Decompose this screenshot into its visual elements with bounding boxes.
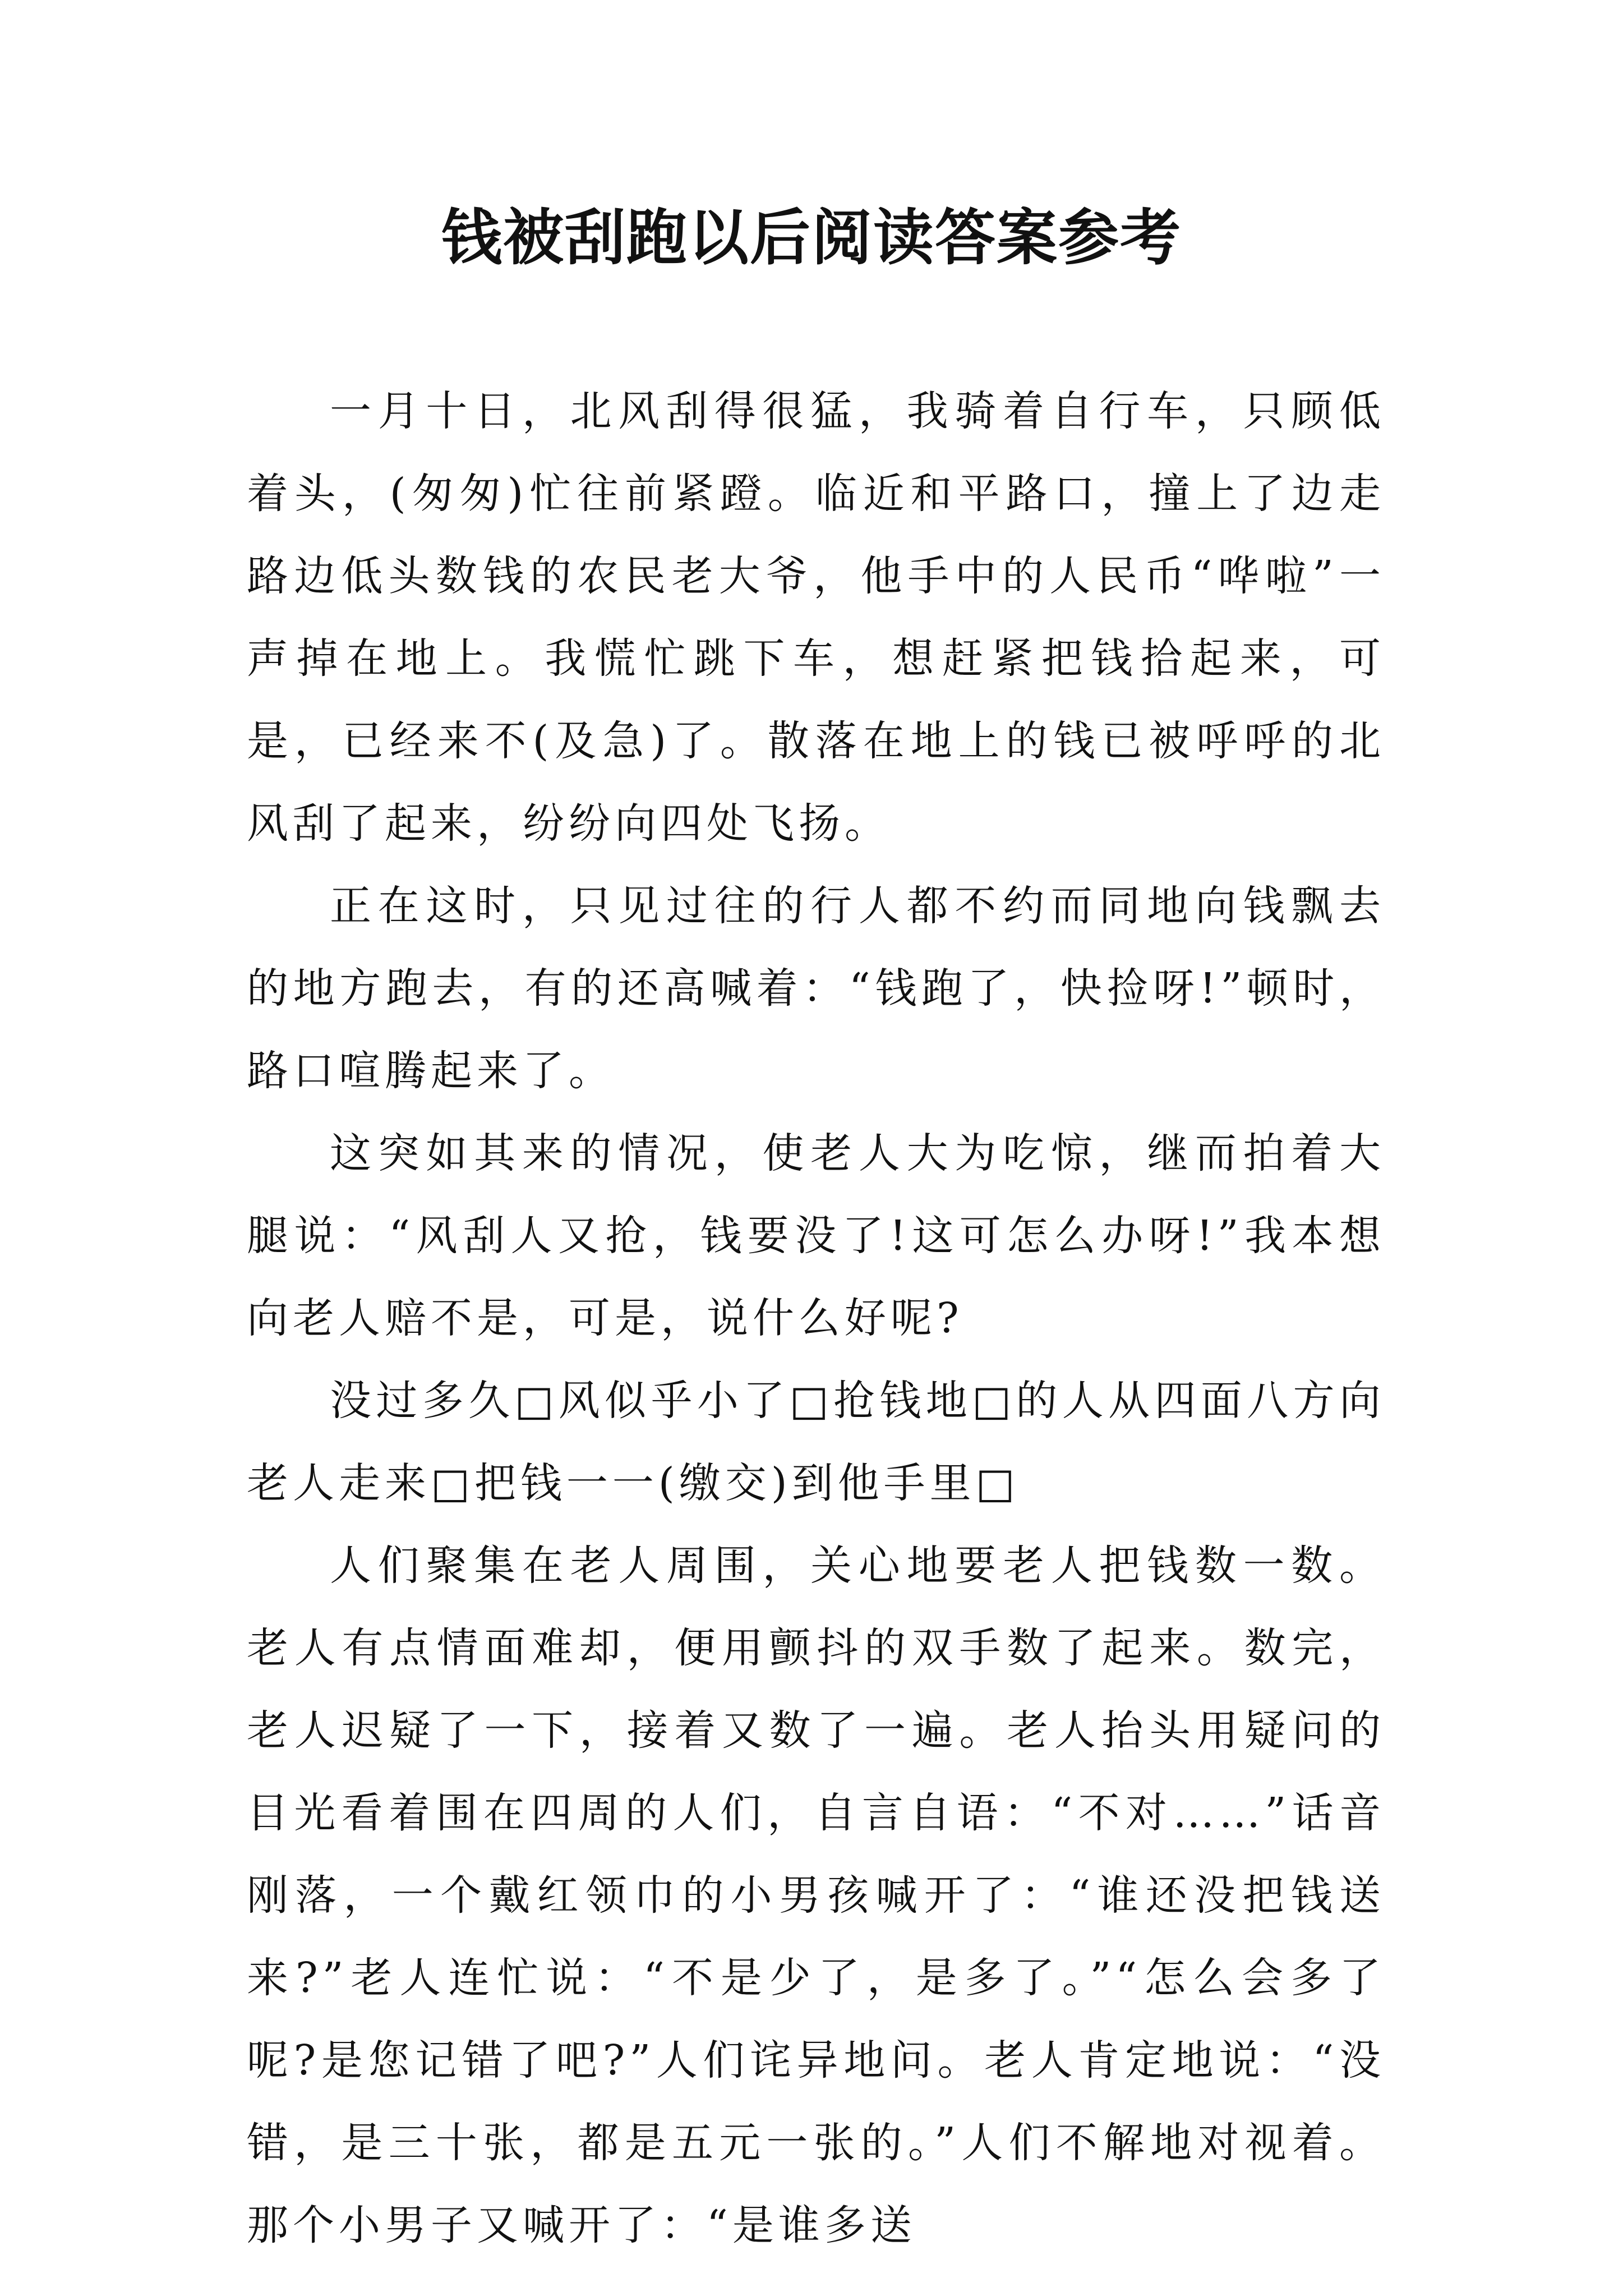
paragraph: 一月十日，北风刮得很猛，我骑着自行车，只顾低着头，(匆匆)忙往前紧蹬。临近和平路口，撞上了边走路边低头数钱的农民老大爷，他手中的人民币“哗啦”一声掉在地上。我慌忙跳下车，想赶紧把钱拾起来，可是，已经来不(及急)了。散落在地上的钱已被呼呼的北风刮了起来，纷纷向四处飞扬。 — [247, 387, 1385, 848]
paragraph: 人们聚集在老人周围，关心地要老人把钱数一数。老人有点情面难却，便用颤抖的双手数了起来。数完，老人迟疑了一下，接着又数了一遍。老人抬头用疑问的目光看着围在四周的人们，自言自语：“不对……”话音刚落，一个戴红领巾的小男孩喊开了：“谁还没把钱送来?”老人连忙说：“不是少了，是多了。”“怎么会多了呢?是您记错了吧?”人们诧异地问。老人肯定地说：“没错，是三十张，都是五元一张的。”人们不解地对视着。那个小男子又喊开了：“是谁多送 — [247, 1542, 1385, 2249]
paragraph: 正在这时，只见过往的行人都不约而同地向钱飘去的地方跑去，有的还高喊着：“钱跑了，快捡呀!”顿时，路口喧腾起来了。 — [247, 882, 1385, 1095]
paragraph: 这突如其来的情况，使老人大为吃惊，继而拍着大腿说：“风刮人又抢，钱要没了!这可怎么办呀!”我本想向老人赔不是，可是，说什么好呢? — [247, 1129, 1385, 1342]
document-body — [247, 370, 1385, 2267]
paragraph: 没过多久□风似乎小了□抢钱地□的人从四面八方向老人走来□把钱一一(缴交)到他手里□ — [247, 1377, 1385, 1507]
document-title: 钱被刮跑以后阅读答案参考 — [441, 203, 1182, 273]
